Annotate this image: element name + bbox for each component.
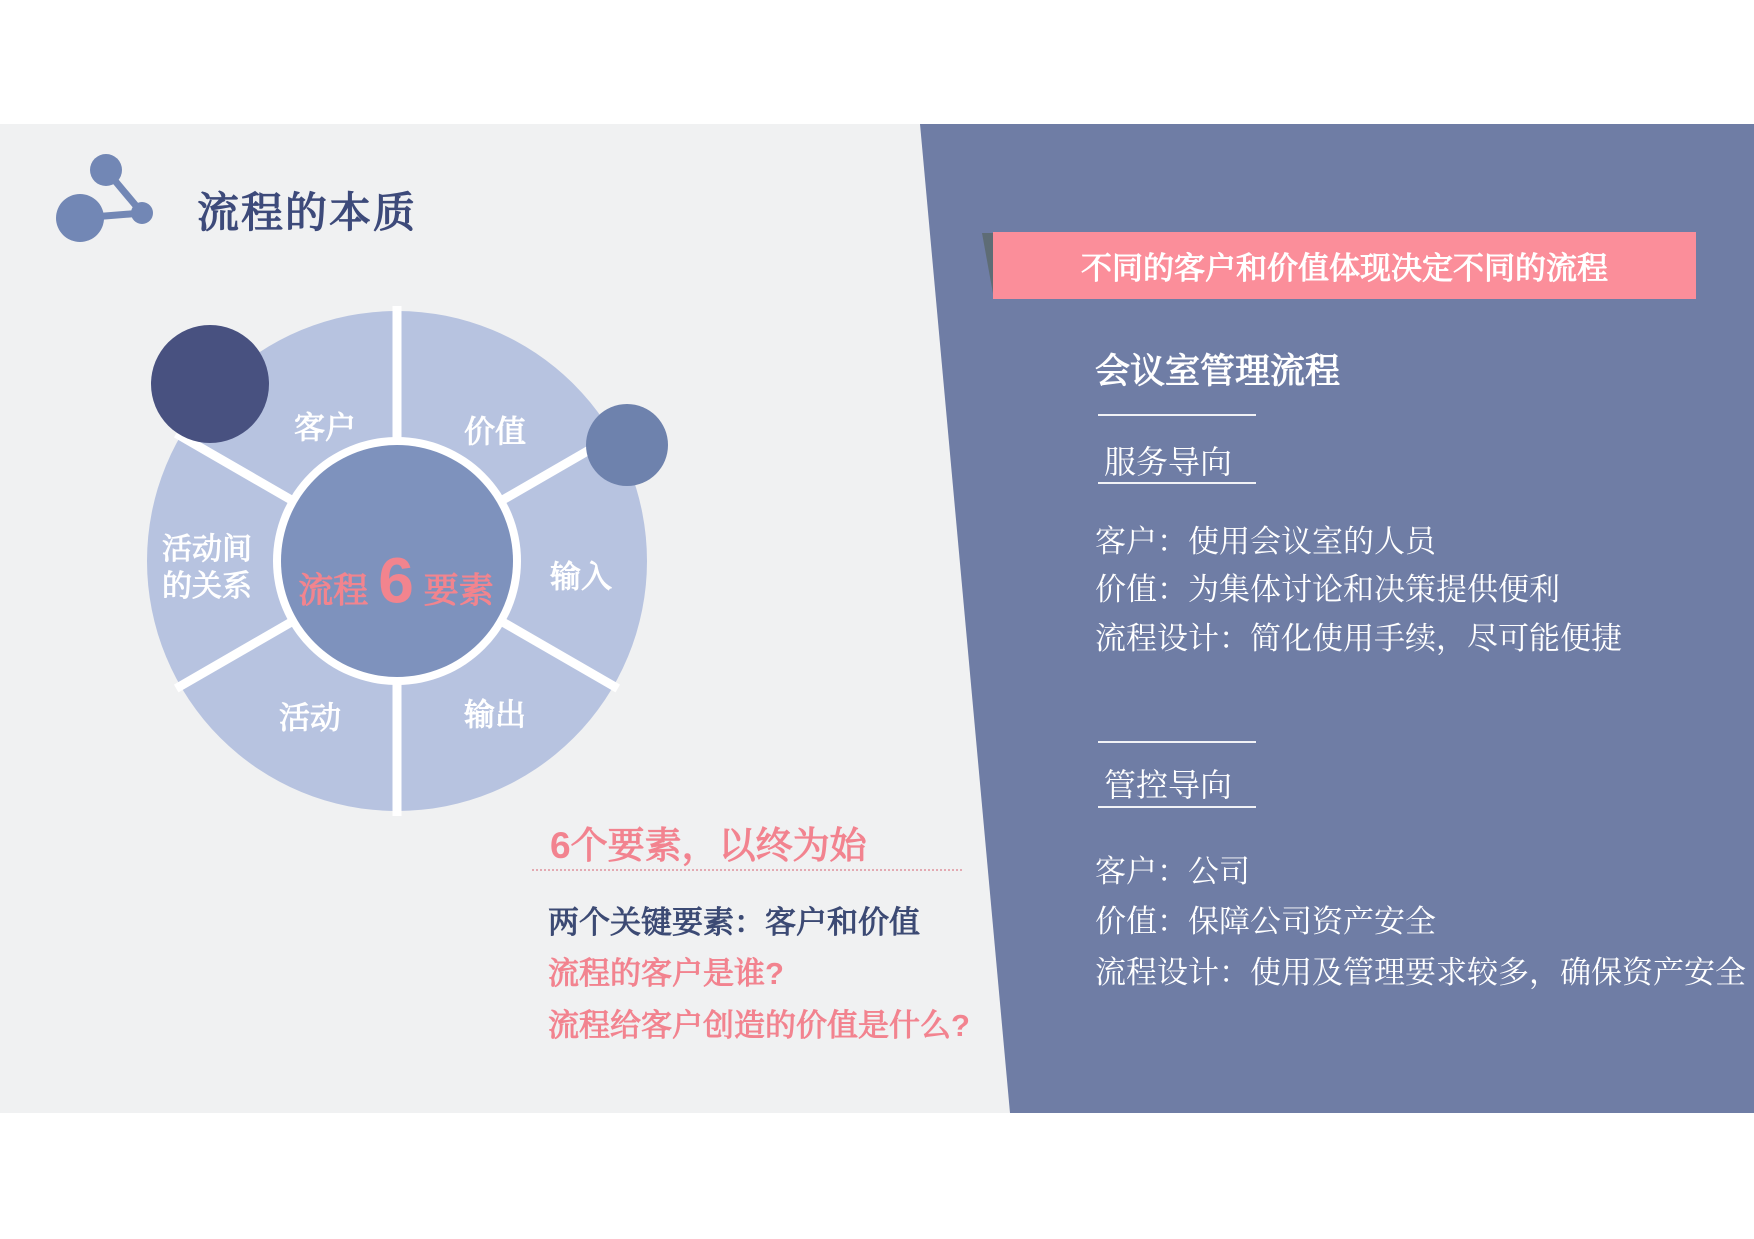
detail-line: 流程设计：使用及管理要求较多，确保资产安全 [1095, 955, 1746, 990]
wheel-center-label [298, 544, 494, 617]
sector-label-customer: 客户 [294, 410, 356, 446]
key-line-dark: 两个关键要素：客户和价值 [548, 905, 920, 940]
section-divider [1098, 741, 1256, 743]
banner: 不同的客户和价值体现决定不同的流程 [993, 232, 1696, 299]
wheel-center-suffix: 要素 [423, 571, 494, 611]
section-divider [1098, 414, 1256, 416]
sector-label-relations: 活动间的关系 [162, 533, 252, 603]
wheel-center-prefix: 流程 [298, 571, 369, 611]
sector-label-value: 价值 [464, 414, 526, 450]
sector-label-input: 输入 [550, 559, 612, 595]
section-title-control: 管控导向 [1104, 767, 1233, 803]
network-nodes-icon [50, 148, 160, 248]
sector-label-output: 输出 [464, 697, 526, 733]
panel-heading: 会议室管理流程 [1095, 352, 1341, 391]
key-line-pink-1: 流程的客户是谁? [548, 956, 784, 991]
section-divider [1098, 482, 1256, 484]
page-title: 流程的本质 [197, 189, 418, 236]
detail-line: 流程设计：简化使用手续，尽可能便捷 [1095, 621, 1622, 656]
sector-label-activity: 活动 [279, 700, 341, 736]
decor-circle-small [586, 404, 668, 486]
detail-line: 价值：保障公司资产安全 [1095, 904, 1436, 939]
section-title-service: 服务导向 [1104, 444, 1233, 480]
detail-line: 客户：公司 [1095, 854, 1250, 889]
detail-line: 客户：使用会议室的人员 [1095, 524, 1436, 559]
detail-line: 价值：为集体讨论和决策提供便利 [1095, 572, 1560, 607]
decor-circle-dark [151, 325, 269, 443]
wheel-center-number: 6 [378, 544, 414, 617]
section-divider [1098, 806, 1256, 808]
key-headline: 6个要素，以终为始 [550, 825, 867, 866]
key-line-pink-2: 流程给客户创造的价值是什么? [548, 1008, 970, 1043]
dotted-divider [532, 869, 962, 871]
